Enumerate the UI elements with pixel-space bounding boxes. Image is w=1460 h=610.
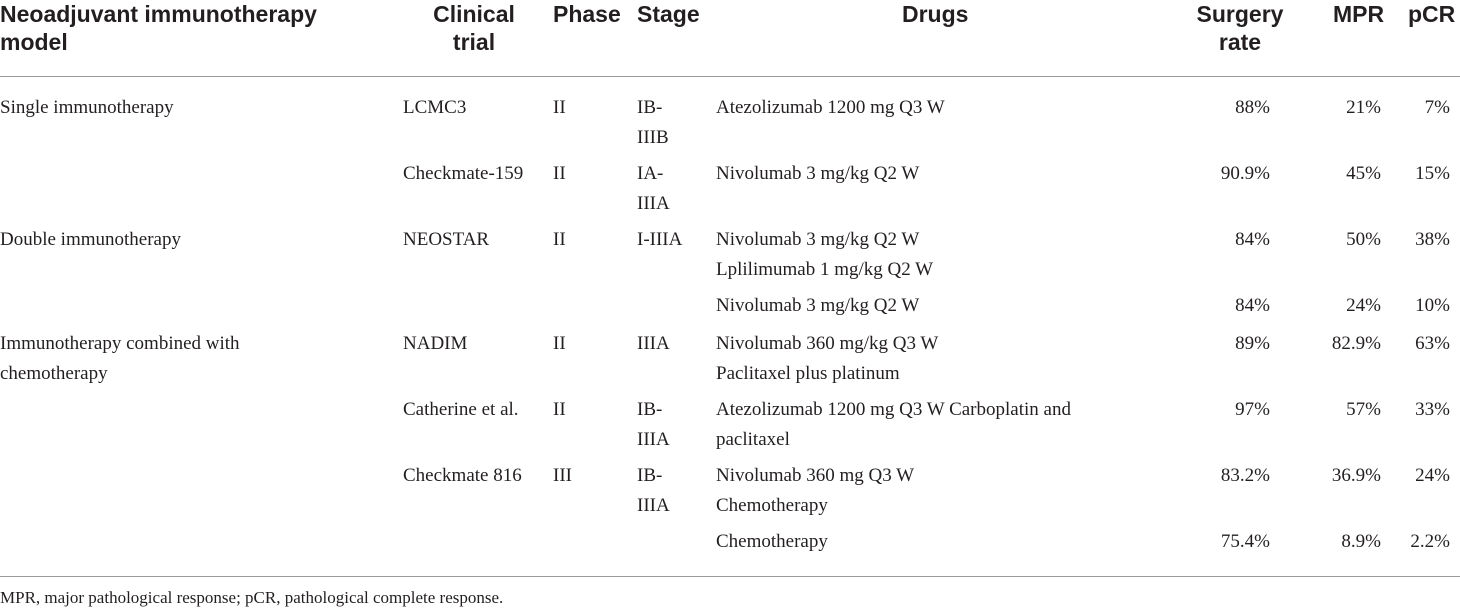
drug-line: Nivolumab 360 mg/kg Q3 W xyxy=(716,333,939,354)
mpr-cell: 45% xyxy=(1346,163,1381,184)
stage-line: IIIB xyxy=(637,127,669,148)
drugs-cell xyxy=(716,395,1071,455)
header-rule xyxy=(0,76,1460,77)
phase-cell: II xyxy=(553,163,566,184)
header-trial xyxy=(404,0,544,56)
stage-line: IIIA xyxy=(637,495,670,516)
header-trial-line1: Clinical xyxy=(433,1,515,27)
mpr-cell: 82.9% xyxy=(1331,333,1381,354)
mpr-cell: 24% xyxy=(1346,295,1381,316)
header-model-line1: Neoadjuvant immunotherapy xyxy=(0,1,317,27)
stage-cell xyxy=(637,93,669,153)
drugs-cell xyxy=(716,159,919,189)
pcr-cell: 33% xyxy=(1415,399,1450,420)
stage-line: IB- xyxy=(637,465,663,486)
surgery-cell: 84% xyxy=(1235,295,1270,316)
surgery-cell: 84% xyxy=(1235,229,1270,250)
pcr-cell: 24% xyxy=(1415,465,1450,486)
header-pcr: pCR xyxy=(1408,1,1456,27)
stage-cell xyxy=(637,159,670,219)
mpr-cell: 8.9% xyxy=(1341,531,1381,552)
drugs-cell xyxy=(716,461,914,521)
trial-cell: Checkmate 816 xyxy=(403,465,522,486)
stage-cell xyxy=(637,225,682,255)
pcr-cell: 2.2% xyxy=(1410,531,1450,552)
header-model-line2: model xyxy=(0,29,68,55)
trial-cell: Checkmate-159 xyxy=(403,163,524,184)
stage-line: I-IIIA xyxy=(637,229,683,250)
trial-cell: LCMC3 xyxy=(403,97,467,118)
trial-cell: NADIM xyxy=(403,333,468,354)
header-stage: Stage xyxy=(637,1,700,27)
model-label: Double immunotherapy xyxy=(0,229,181,250)
header-trial-line2: trial xyxy=(452,29,496,55)
trial-cell: Catherine et al. xyxy=(403,399,519,420)
header-mpr: MPR xyxy=(1333,1,1385,27)
drugs-cell xyxy=(716,527,828,557)
drugs-cell xyxy=(716,329,938,389)
stage-line: IA- xyxy=(637,163,664,184)
table-bottom-rule xyxy=(0,576,1460,577)
stage-cell xyxy=(637,461,670,521)
model-label-line: Immunotherapy combined with xyxy=(0,333,240,354)
drug-line: Nivolumab 360 mg Q3 W xyxy=(716,465,915,486)
mpr-cell: 57% xyxy=(1346,399,1381,420)
surgery-cell: 89% xyxy=(1235,333,1270,354)
model-label: Single immunotherapy xyxy=(0,97,174,118)
stage-line: IB- xyxy=(637,399,663,420)
header-drugs: Drugs xyxy=(902,1,969,27)
surgery-cell: 90.9% xyxy=(1220,163,1270,184)
drugs-cell xyxy=(716,225,933,285)
pcr-cell: 38% xyxy=(1415,229,1450,250)
drug-line: Chemotherapy xyxy=(716,531,828,552)
mpr-cell: 50% xyxy=(1346,229,1381,250)
stage-line: IIIA xyxy=(637,193,670,214)
drug-line: Atezolizumab 1200 mg Q3 W Carboplatin and xyxy=(716,399,1071,420)
drugs-cell xyxy=(716,93,945,123)
drug-line: Paclitaxel plus platinum xyxy=(716,363,900,384)
phase-cell: III xyxy=(553,465,572,486)
pcr-cell: 15% xyxy=(1415,163,1450,184)
header-surgery-line2: rate xyxy=(1218,29,1262,55)
header-phase: Phase xyxy=(553,1,621,27)
trial-cell: NEOSTAR xyxy=(403,229,490,250)
drug-line: paclitaxel xyxy=(716,429,790,450)
phase-cell: II xyxy=(553,97,566,118)
drug-line: Nivolumab 3 mg/kg Q2 W xyxy=(716,295,920,316)
stage-line: IIIA xyxy=(637,429,670,450)
drug-line: Chemotherapy xyxy=(716,495,828,516)
surgery-cell: 75.4% xyxy=(1220,531,1270,552)
header-surgery-line1: Surgery xyxy=(1196,1,1284,27)
stage-cell xyxy=(637,395,670,455)
phase-cell: II xyxy=(553,333,566,354)
mpr-cell: 36.9% xyxy=(1331,465,1381,486)
model-label-line: chemotherapy xyxy=(0,363,108,384)
drug-line: Nivolumab 3 mg/kg Q2 W xyxy=(716,163,920,184)
header-model xyxy=(0,0,317,56)
model-label xyxy=(0,329,240,389)
pcr-cell: 7% xyxy=(1424,97,1450,118)
stage-line: IB- xyxy=(637,97,663,118)
phase-cell: II xyxy=(553,229,566,250)
drug-line: Lplilimumab 1 mg/kg Q2 W xyxy=(716,259,934,280)
drugs-cell xyxy=(716,291,919,321)
surgery-cell: 88% xyxy=(1235,97,1270,118)
drug-line: Nivolumab 3 mg/kg Q2 W xyxy=(716,229,920,250)
stage-cell xyxy=(637,329,670,359)
pcr-cell: 10% xyxy=(1415,295,1450,316)
mpr-cell: 21% xyxy=(1346,97,1381,118)
header-surgery-rate xyxy=(1185,0,1295,56)
stage-line: IIIA xyxy=(637,333,670,354)
surgery-cell: 97% xyxy=(1235,399,1270,420)
surgery-cell: 83.2% xyxy=(1220,465,1270,486)
pcr-cell: 63% xyxy=(1415,333,1450,354)
table-footnote: MPR, major pathological response; pCR, pathological complete response. xyxy=(0,588,504,607)
drug-line: Atezolizumab 1200 mg Q3 W xyxy=(716,97,945,118)
phase-cell: II xyxy=(553,399,566,420)
